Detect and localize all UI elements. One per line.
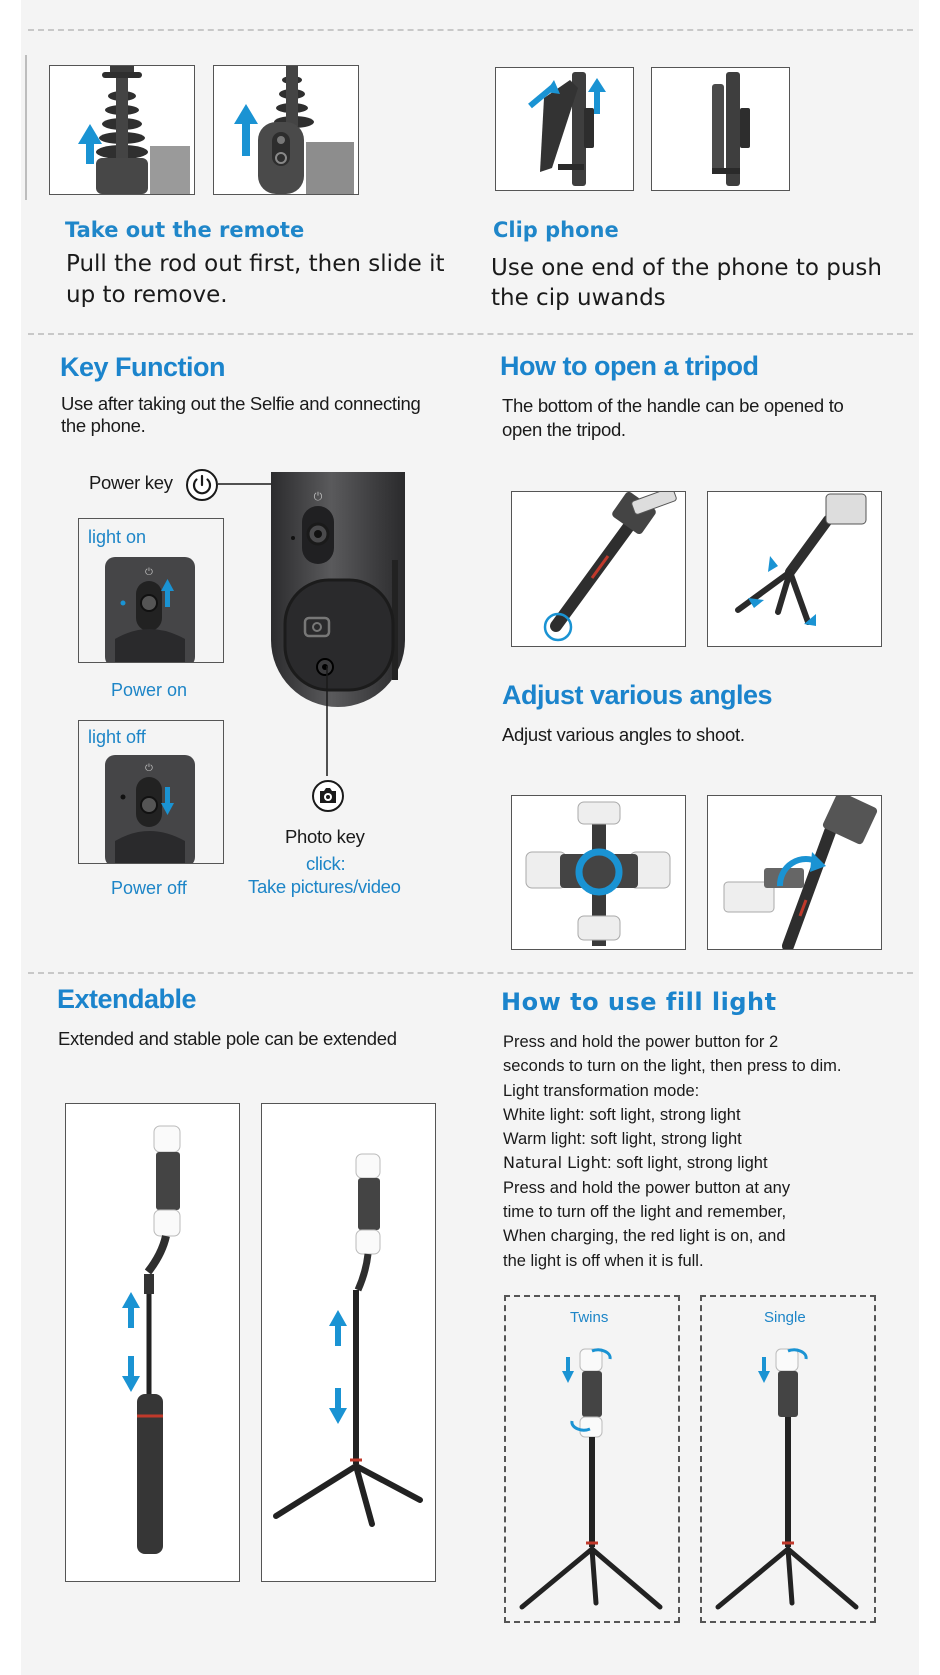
section-divider bbox=[28, 333, 913, 335]
light-on-label: light on bbox=[88, 527, 147, 547]
key-function-line1: Use after taking out the Selfie and connecting bbox=[61, 393, 421, 414]
angles-title: Adjust various angles bbox=[502, 680, 773, 710]
key-function-title: Key Function bbox=[60, 352, 226, 382]
clip-text-line2: the cip uwands bbox=[491, 285, 666, 311]
photo-key-callout bbox=[324, 666, 330, 776]
twins-light-image bbox=[504, 1295, 680, 1623]
extendable-title: Extendable bbox=[57, 984, 197, 1014]
photo-key-click: click: bbox=[306, 853, 346, 874]
tripod-line1: The bottom of the handle can be opened to bbox=[502, 395, 844, 416]
clip-text-line1: Use one end of the phone to push bbox=[491, 255, 882, 281]
fill-light-line: time to turn off the light and remember, bbox=[503, 1203, 787, 1222]
angles-tilt-image bbox=[707, 795, 882, 950]
clip-step2-image bbox=[651, 67, 790, 191]
fill-light-line: Light transformation mode: bbox=[503, 1081, 700, 1100]
tripod-line2: open the tripod. bbox=[502, 419, 626, 440]
fill-light-line: Warm light: soft light, strong light bbox=[503, 1130, 742, 1149]
svg-text:⏻: ⏻ bbox=[313, 490, 323, 503]
tripod-open-image bbox=[707, 491, 882, 647]
fill-light-line-natural bbox=[503, 1151, 841, 1175]
remote-device-image bbox=[265, 470, 410, 730]
fill-light-instructions bbox=[503, 1030, 841, 1273]
angles-text: Adjust various angles to shoot. bbox=[502, 724, 745, 745]
fill-light-line: the light is off when it is full. bbox=[503, 1251, 704, 1270]
fill-light-title: How to use fill light bbox=[501, 988, 777, 1016]
power-icon bbox=[184, 467, 220, 503]
remote-step2-image bbox=[213, 65, 359, 195]
svg-text:⏻: ⏻ bbox=[145, 567, 153, 578]
remote-text-line2: up to remove. bbox=[66, 282, 228, 308]
fill-light-line: Press and hold the power button at any bbox=[503, 1178, 791, 1197]
clip-title: Clip phone bbox=[493, 218, 619, 242]
tripod-closed-image bbox=[511, 491, 686, 647]
fill-light-line: When charging, the red light is on, and bbox=[503, 1227, 786, 1246]
fill-light-line: seconds to turn on the light, then press to dim. bbox=[503, 1057, 842, 1076]
clip-step1-image bbox=[495, 67, 634, 191]
remote-step1-image bbox=[49, 65, 195, 195]
twins-label: Twins bbox=[570, 1309, 609, 1326]
extendable-text: Extended and stable pole can be extended bbox=[58, 1028, 397, 1049]
tripod-title: How to open a tripod bbox=[500, 351, 759, 381]
angles-rotate-image bbox=[511, 795, 686, 950]
remote-text-line1: Pull the rod out first, then slide it bbox=[66, 251, 445, 277]
section-divider bbox=[28, 972, 913, 974]
single-light-image bbox=[700, 1295, 876, 1623]
section-divider bbox=[28, 29, 913, 31]
extended-handheld-image bbox=[65, 1103, 240, 1582]
fill-light-line: White light: soft light, strong light bbox=[503, 1105, 741, 1124]
light-off-label: light off bbox=[88, 727, 146, 747]
photo-key-label: Photo key bbox=[285, 826, 365, 847]
key-function-line2: the phone. bbox=[61, 415, 146, 436]
remote-title: Take out the remote bbox=[65, 218, 305, 242]
single-label: Single bbox=[764, 1309, 806, 1326]
extended-tripod-image bbox=[261, 1103, 436, 1582]
power-on-label: Power on bbox=[111, 680, 188, 700]
fill-light-line: Press and hold the power button for 2 bbox=[503, 1033, 779, 1051]
camera-icon bbox=[310, 778, 346, 814]
natural-light-label: Natural Light bbox=[503, 1153, 608, 1173]
natural-light-modes: : soft light, strong light bbox=[607, 1154, 768, 1173]
side-rule bbox=[25, 55, 27, 200]
photo-key-action: Take pictures/video bbox=[248, 876, 401, 897]
svg-text:⏻: ⏻ bbox=[145, 763, 153, 774]
power-key-label: Power key bbox=[89, 472, 173, 493]
power-off-label: Power off bbox=[111, 878, 187, 898]
